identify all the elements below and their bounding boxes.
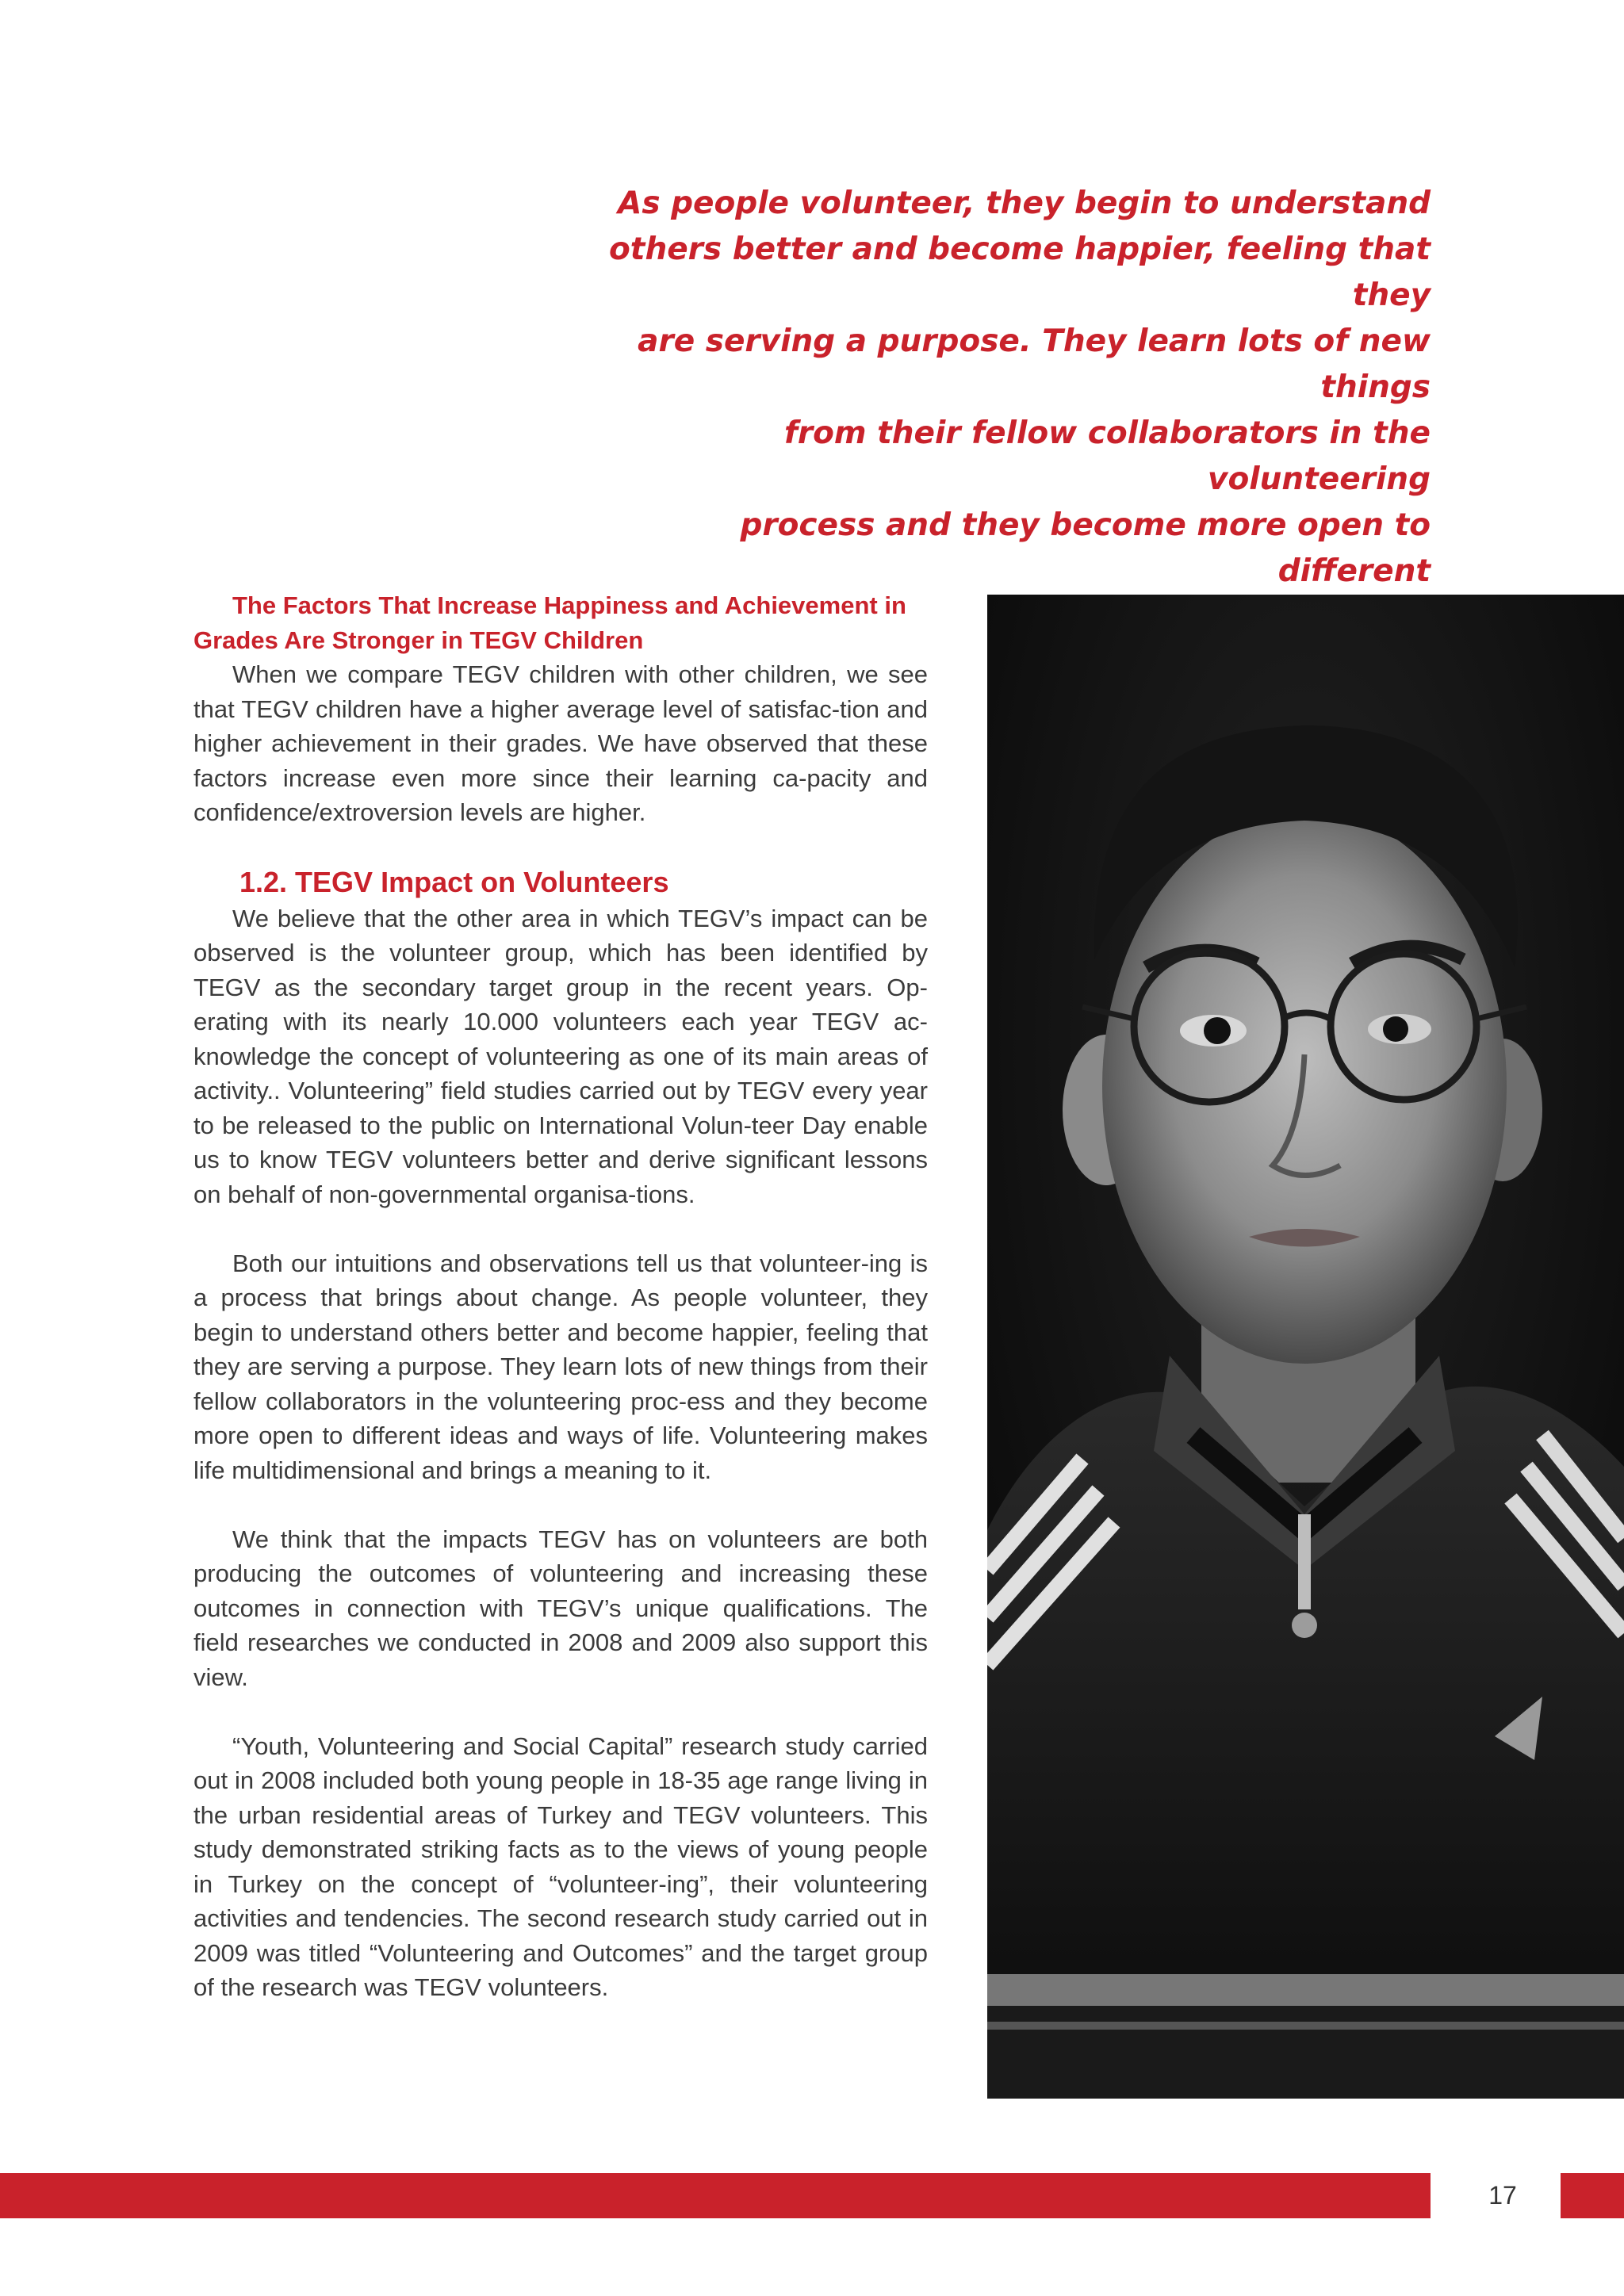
article-paragraph: When we compare TEGV children with other children, we see that TEGV children have a higher average level of satisfac-tion and higher achievement in their grades. We have observed that these factors increase even more since their learning ca-pacity and confidence/extroversion levels are higher.	[193, 660, 928, 826]
portrait-photo	[987, 595, 1624, 2099]
article-paragraph: Both our intuitions and observations tell us that volunteer-ing is a process that brings about change. As people volunteer, they begin to understand others better and become happier, feeling that they are serving a purpose. They learn lots of new things from their fellow collaborators in the volunteering proc-ess and they become more open to different ideas and ways of life. Volunteering makes life multidimensional and brings a meaning to it.	[193, 1249, 928, 1484]
footer-bar	[0, 2173, 1431, 2218]
article-paragraph: We believe that the other area in which TEGV’s impact can be observed is the volunteer group, which has been identified by TEGV as the secondary target group in the recent years. Op-erating with its nearly 10.000 volunteers each year TEGV ac-knowledge the concept of volunteering as one of its main areas of activity.. Volunteering” field studies carried out by TEGV every year to be released to the public on International Volun-teer Day enable us to know TEGV volunteers better and derive significant lessons on behalf of non-governmental organisa-tions.	[193, 904, 928, 1208]
pull-quote	[587, 181, 1431, 641]
article-paragraph: We think that the impacts TEGV has on volunteers are both producing the outcomes of volunteering and increasing these outcomes in connection with TEGV’s unique qualifications. The field researches we conducted in 2008 and 2009 also support this view.	[193, 1525, 928, 1691]
article-paragraph: “Youth, Volunteering and Social Capital” research study carried out in 2008 included both young people in 18-35 age range living in the urban residential areas of Turkey and TEGV volunteers. This study demonstrated striking facts as to the views of young people in Turkey on the concept of “volunteer-ing”, their volunteering activities and tendencies. The second research study carried out in 2009 was titled “Volunteering and Outcomes” and the target group of the research was TEGV volunteers.	[193, 1732, 928, 2001]
article-body	[193, 588, 928, 2005]
section-title: 1.2. TEGV Impact on Volunteers	[239, 865, 669, 898]
pull-quote-line: others better and become happier, feeling that they	[609, 232, 1431, 313]
pull-quote-line: process and they become more open to different	[740, 507, 1431, 589]
pull-quote-line: from their fellow collaborators in the volunteering	[783, 415, 1431, 497]
article-subhead: The Factors That Increase Happiness and Achievement in Grades Are Stronger in TEGV Children	[193, 591, 906, 654]
portrait-illustration	[987, 595, 1624, 2099]
pull-quote-line: As people volunteer, they begin to understand	[618, 186, 1431, 221]
footer-bar-accent	[1561, 2173, 1624, 2218]
pull-quote-line: are serving a purpose. They learn lots of new things	[638, 323, 1431, 405]
page-number: 17	[1488, 2181, 1517, 2210]
